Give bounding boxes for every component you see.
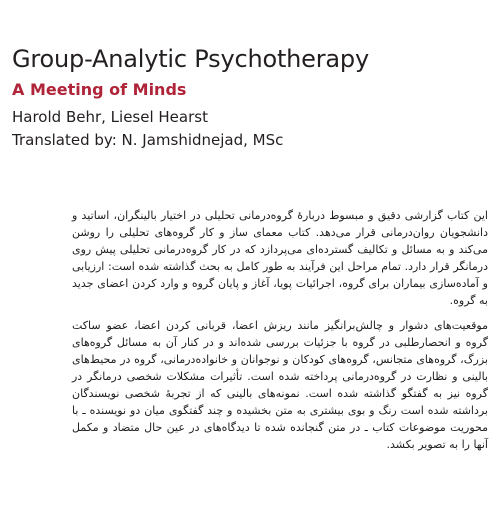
book-description: [72, 207, 488, 453]
book-header: [12, 44, 492, 150]
description-paragraph-1: این کتاب گزارشی دقیق و مبسوط دربارهٔ گروه‌درمانی تحلیلی در اختیار بالینگران، اساتید و دانشجویان روان‌درمانی قرار می‌دهد. کتاب معمای ساز و کار گروه‌های تحلیلی را روشن می‌کند و به مسائل و تکالیف گسترده‌ای می‌پردازد که در کار گروه‌درمانی تحلیلی پیش روی درمانگر قرار دارد. تمام مراحل این فرآیند به طور کامل به بحث گذاشته شده است: ارزیابی و آماده‌سازی بیماران برای گروه، اجرائیات پویا، آغاز و پایان گروه و وارد کردن اعضای جدید به گروه.: [72, 209, 488, 307]
book-translator: Translated by: N. Jamshidnejad, MSc: [12, 131, 284, 149]
book-authors: Harold Behr, Liesel Hearst: [12, 108, 208, 126]
book-title: Group-Analytic Psychotherapy: [12, 45, 369, 73]
description-paragraph-2: موقعیت‌های دشوار و چالش‌برانگیز مانند ریزش اعضا، قربانی کردن اعضا، عضو ساکت گروه و انحصارطلبی در گروه با جزئیات بررسی شده‌اند و در کنار آن به مسائل گروه‌های بزرگ، گروه‌های متجانس، گروه‌های کودکان و نوجوانان و خانواده‌درمانی، گروه در محیط‌های بالینی و نظارت در گروه‌درمانی پرداخته شده است. تأثیرات مشکلات شخصی درمانگر در گروه نیز به گفتگو گذاشته شده است. نمونه‌های بالینی که از تجربهٔ شخصی نویسندگان برداشته شده است رنگ و بوی بیشتری به متن بخشیده و چند گفتگوی میان دو نویسنده ـ با محوریت موضوعات کتاب ـ در متن گنجانده شده تا دیدگاه‌های در عین حال متضاد و مکمل آنها را به تصویر بکشد.: [72, 319, 488, 451]
book-subtitle: A Meeting of Minds: [12, 80, 187, 99]
